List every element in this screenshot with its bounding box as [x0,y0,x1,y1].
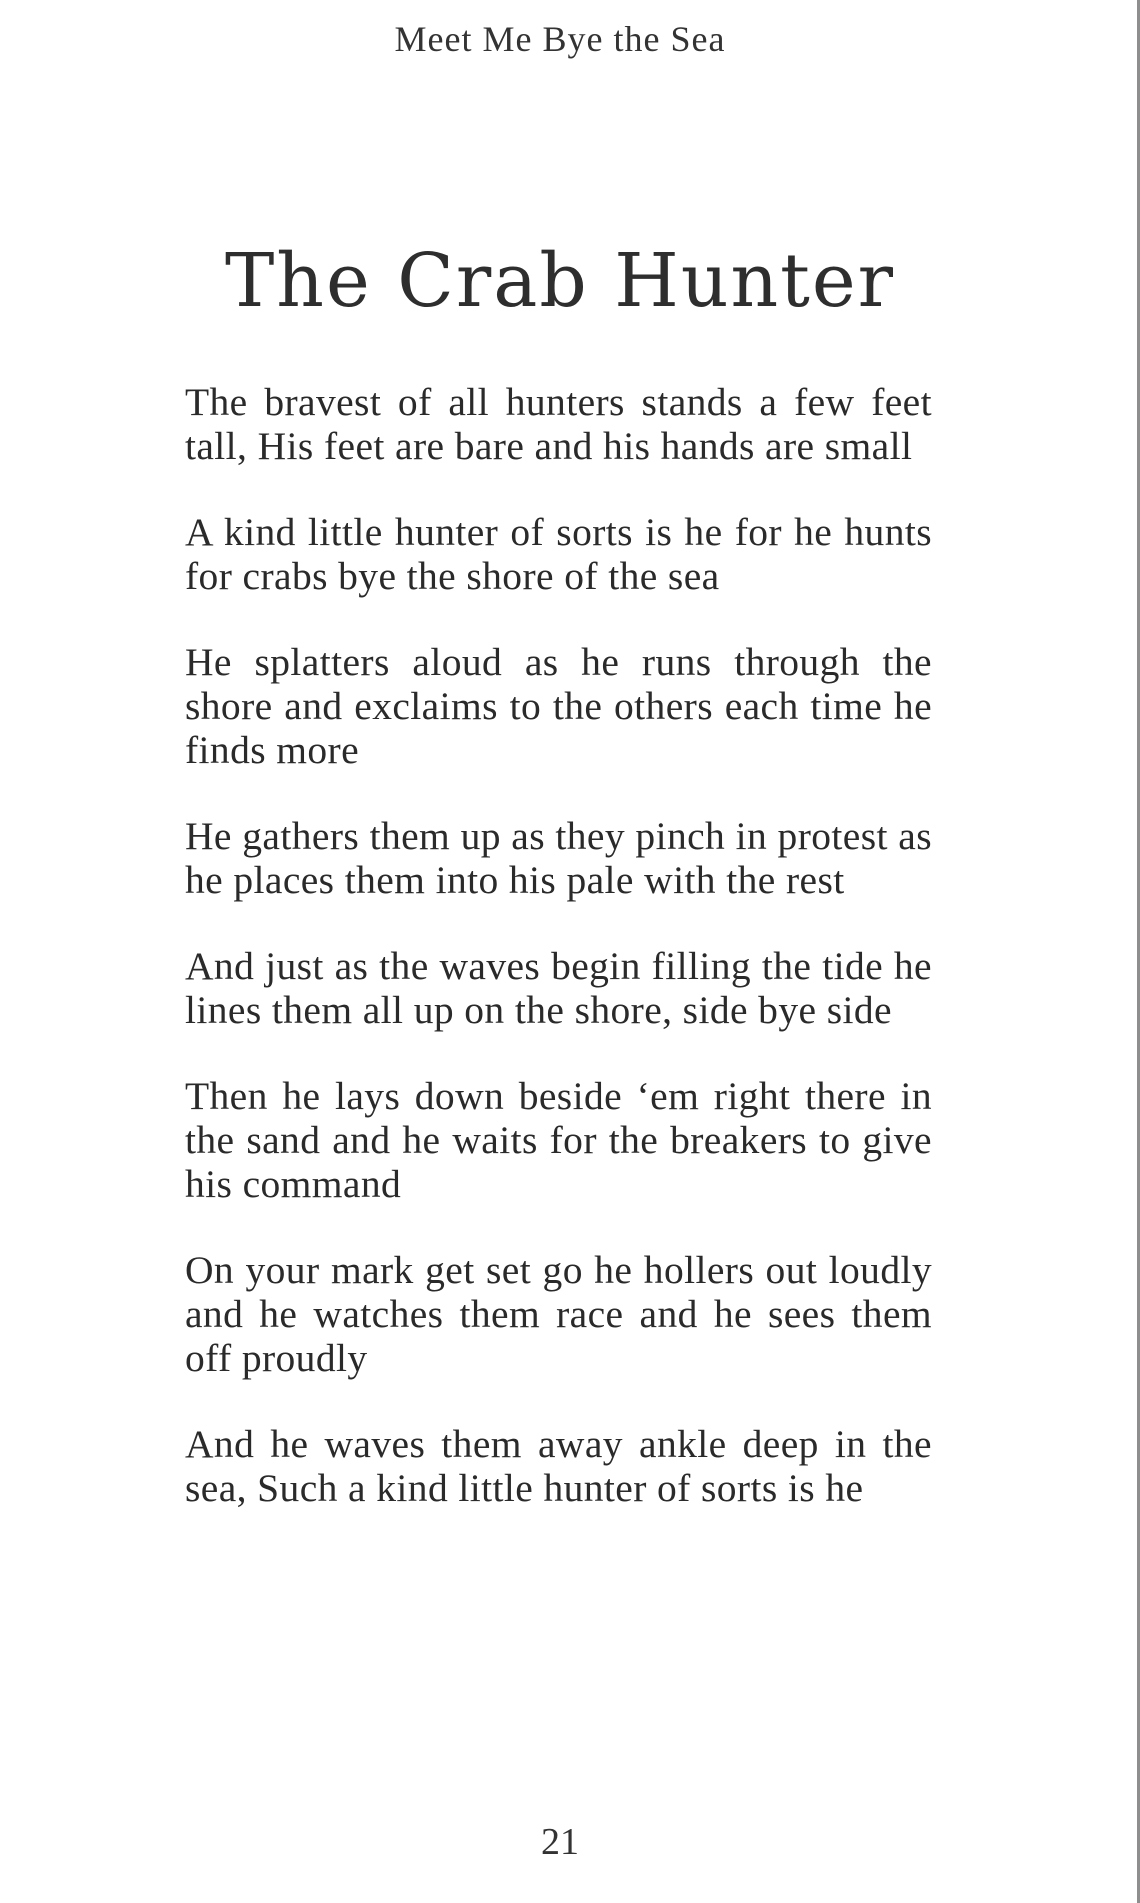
poem-body [185,380,932,1552]
running-header: Meet Me Bye the Sea [394,19,726,59]
stanza: He splatters aloud as he runs through the shore and exclaims to the others each time he finds more [185,640,932,772]
stanza: And just as the waves begin filling the tide he lines them all up on the shore, side bye side [185,944,932,1032]
page-number: 21 [541,1821,579,1863]
stanza: And he waves them away ankle deep in the sea, Such a kind little hunter of sorts is he [185,1422,932,1510]
stanza: Then he lays down beside ‘em right there in the sand and he waits for the breakers to give his command [185,1074,932,1206]
stanza: On your mark get set go he hollers out loudly and he watches them race and he sees them off proudly [185,1248,932,1380]
stanza: The bravest of all hunters stands a few feet tall, His feet are bare and his hands are small [185,380,932,468]
stanza: A kind little hunter of sorts is he for he hunts for crabs bye the shore of the sea [185,510,932,598]
stanza: He gathers them up as they pinch in protest as he places them into his pale with the rest [185,814,932,902]
poem-title: The Crab Hunter [224,238,896,324]
